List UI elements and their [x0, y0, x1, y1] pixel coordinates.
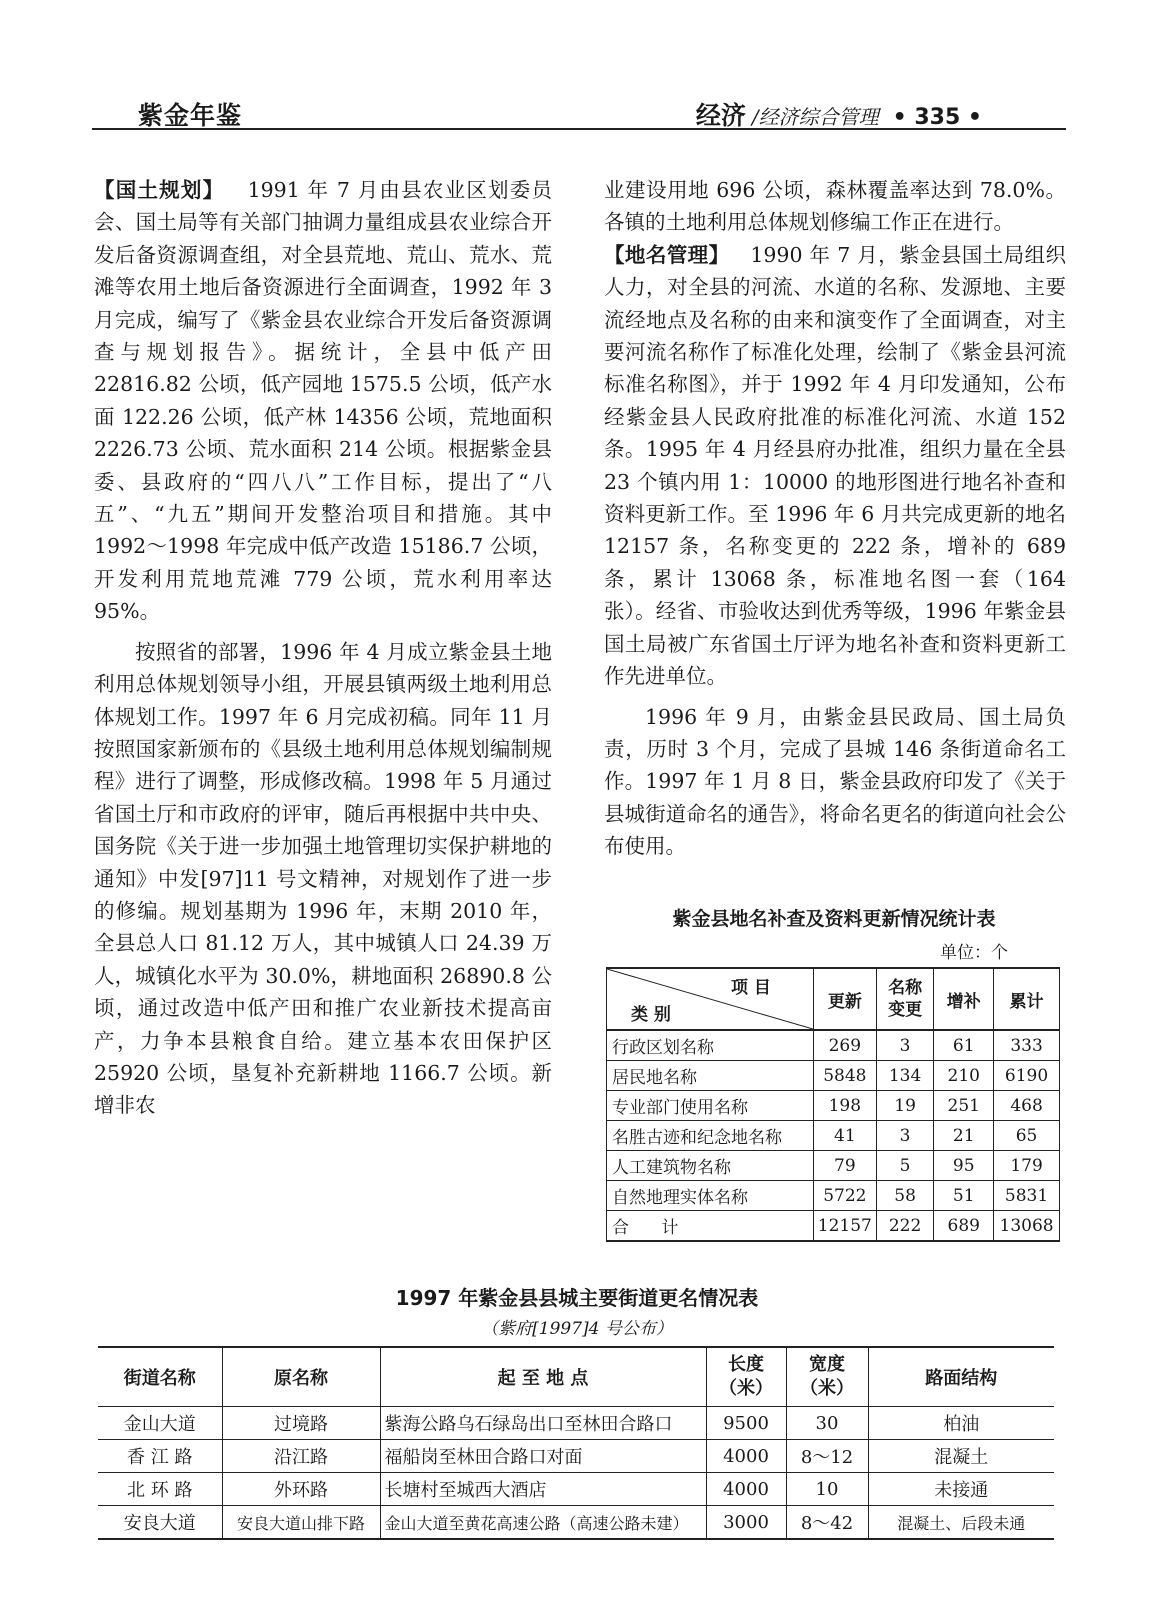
paragraph-place-names — [604, 239, 1066, 693]
running-header — [696, 96, 982, 132]
column-header: 起 至 地 点 — [380, 1347, 706, 1407]
paragraph-continued: 业建设用地 696 公顷，森林覆盖率达到 78.0%。各镇的土地利用总体规划修编工作正在进行。 — [604, 178, 1066, 235]
cell: 5831 — [994, 1181, 1060, 1211]
column-header: 名称变更 — [876, 968, 934, 1030]
row-label: 行政区划名称 — [607, 1030, 814, 1061]
cell: 10 — [786, 1473, 868, 1506]
page-number: • 335 • — [892, 105, 982, 130]
table-row — [607, 1181, 1060, 1211]
cell: 251 — [934, 1091, 994, 1121]
table-header-row — [607, 968, 1060, 1030]
cell: 689 — [934, 1211, 994, 1242]
cell: 混凝土 — [868, 1440, 1054, 1473]
cell: 51 — [934, 1181, 994, 1211]
table-row — [607, 1151, 1060, 1181]
cell: 紫海公路乌石绿岛出口至林田合路口 — [380, 1407, 706, 1440]
section-tag-land-planning: 【国土规划】 — [94, 178, 225, 202]
row-label: 名胜古迹和纪念地名称 — [607, 1121, 814, 1151]
header-rule — [92, 128, 1066, 130]
cell: 13068 — [994, 1211, 1060, 1242]
cell: 30 — [786, 1407, 868, 1440]
street-renaming-table — [98, 1346, 1054, 1540]
cell: 6190 — [994, 1061, 1060, 1091]
cell: 外环路 — [222, 1473, 380, 1506]
cell: 沿江路 — [222, 1440, 380, 1473]
paragraph-land-planning — [94, 174, 552, 628]
cell: 香 江 路 — [98, 1440, 222, 1473]
right-column — [604, 174, 1066, 863]
cell: 468 — [994, 1091, 1060, 1121]
column-header: 路面结构 — [868, 1347, 1054, 1407]
cell: 金山大道 — [98, 1407, 222, 1440]
paragraph-street-naming: 1996 年 9 月，由紫金县民政局、国土局负责，历时 3 个月，完成了县城 146 条街道命名工作。1997 年 1 月 8 日，紫金县政府印发了《关于县城街道命名的通告》，将命名更名的街道向社会公布使用。 — [604, 704, 1066, 859]
row-label: 居民地名称 — [607, 1061, 814, 1091]
table-row — [98, 1506, 1054, 1540]
column-header: 宽度（米） — [786, 1347, 868, 1407]
cell: 79 — [813, 1151, 876, 1181]
table2-title: 1997 年紫金县县城主要街道更名情况表 — [395, 1286, 759, 1310]
cell: 222 — [876, 1211, 934, 1242]
cell: 41 — [813, 1121, 876, 1151]
cell: 179 — [994, 1151, 1060, 1181]
cell: 65 — [994, 1121, 1060, 1151]
diagonal-header-cell — [607, 968, 814, 1030]
cell: 58 — [876, 1181, 934, 1211]
row-label: 自然地理实体名称 — [607, 1181, 814, 1211]
column-header: 累计 — [994, 968, 1060, 1030]
table-header-row — [98, 1347, 1054, 1407]
paragraph-text: 1990 年 7 月，紫金县国土局组织人力，对全县的河流、水道的名称、发源地、主要流经地点及名称的由来和演变作了全面调查，对主要河流名称作了标准化处理，绘制了《紫金县河流标准名称图》，并于 1992 年 4 月印发通知，公布经紫金县人民政府批准的标准化河流、水道 152 条。1995 年 4 月经县府办批准，组织力量在全县 23 个镇内用 1：10000 的地形图进行地名补查和资料更新工作。至 1996 年 6 月共完成更新的地名 12157 条，名称变更的 222 条，增补的 689 条，累计 13068 条，标准地名图一套（164 张）。经省、市验收达到优秀等级，1996 年紫金县国土局被广东省国土厅评为地名补查和资料更新工作先进单位。 — [604, 242, 1067, 689]
cell: 4000 — [706, 1473, 786, 1506]
row-label: 人工建筑物名称 — [607, 1151, 814, 1181]
cell: 198 — [813, 1091, 876, 1121]
column-header: 街道名称 — [98, 1347, 222, 1407]
cell: 8～12 — [786, 1440, 868, 1473]
cell: 269 — [813, 1030, 876, 1061]
cell: 过境路 — [222, 1407, 380, 1440]
cell: 混凝土、后段未通 — [868, 1506, 1054, 1540]
column-header: 原名称 — [222, 1347, 380, 1407]
cell: 95 — [934, 1151, 994, 1181]
cell: 8～42 — [786, 1506, 868, 1540]
cell: 4000 — [706, 1440, 786, 1473]
section-title: 经济 — [695, 101, 746, 130]
header-item: 项 目 — [730, 978, 771, 998]
book-title: 紫金年鉴 — [138, 101, 243, 130]
cell: 未接通 — [868, 1473, 1054, 1506]
table-row — [607, 1121, 1060, 1151]
cell: 柏油 — [868, 1407, 1054, 1440]
paragraph-text: 1991 年 7 月由县农业区划委员会、国土局等有关部门抽调力量组成县农业综合开发后备资源调查组，对全县荒地、荒山、荒水、荒滩等农用土地后备资源进行全面调查，1992 年 3 月完成，编写了《紫金县农业综合开发后备资源调查与规划报告》。据统计，全县中低产田 22816.82 公顷，低产园地 1575.5 公顷，低产水面 122.26 公顷，低产林 14356 公顷，荒地面积 2226.73 公顷、荒水面积 214 公顷。根据紫金县委、县政府的“四八八”工作目标，提出了“八五”、“九五”期间开发整治项目和措施。其中 1992～1998 年完成中低产改造 15186.7 公顷，开发利用荒地荒滩 779 公顷，荒水利用率达 95%。 — [94, 178, 552, 624]
cell: 19 — [876, 1091, 934, 1121]
cell: 21 — [934, 1121, 994, 1151]
column-header: 更新 — [813, 968, 876, 1030]
table-row — [607, 1091, 1060, 1121]
table-row — [98, 1440, 1054, 1473]
cell: 5722 — [813, 1181, 876, 1211]
cell: 61 — [934, 1030, 994, 1061]
table1-unit: 单位：个 — [940, 943, 1008, 963]
cell: 福船岗至林田合路口对面 — [380, 1440, 706, 1473]
place-name-stats-table — [606, 967, 1060, 1242]
table1-title: 紫金县地名补查及资料更新情况统计表 — [672, 908, 996, 930]
table-row — [98, 1407, 1054, 1440]
paragraph-land-use-plan: 按照省的部署，1996 年 4 月成立紫金县土地利用总体规划领导小组，开展县镇两级土地利用总体规划工作。1997 年 6 月完成初稿。同年 11 月按照国家新颁布的《县级土地利用总体规划编制规程》进行了调整，形成修改稿。1998 年 5 月通过省国土厅和市政府的评审，随后再根据中共中央、国务院《关于进一步加强土地管理切实保护耕地的通知》中发[97]11 号文精神，对规划作了进一步的修编。规划基期为 1996 年，末期 2010 年，全县总人口 81.12 万人，其中城镇人口 24.39 万人，城镇化水平为 30.0%，耕地面积 26890.8 公顷，通过改造中低产田和推广农业新技术提高亩产，力争本县粮食自给。建立基本农田保护区 25920 公顷，垦复补充新耕地 1166.7 公顷。新增非农 — [94, 639, 552, 1118]
cell: 长塘村至城西大酒店 — [380, 1473, 706, 1506]
cell: 北 环 路 — [98, 1473, 222, 1506]
cell: 安良大道山排下路 — [222, 1506, 380, 1540]
cell: 金山大道至黄花高速公路（高速公路未建） — [380, 1506, 706, 1540]
row-label: 专业部门使用名称 — [607, 1091, 814, 1121]
table2-subtitle: （紫府[1997]4 号公布） — [481, 1319, 673, 1339]
cell: 5848 — [813, 1061, 876, 1091]
column-header: 长度（米） — [706, 1347, 786, 1407]
row-label: 合 计 — [607, 1211, 814, 1242]
cell: 134 — [876, 1061, 934, 1091]
cell: 安良大道 — [98, 1506, 222, 1540]
cell: 3 — [876, 1121, 934, 1151]
cell: 12157 — [813, 1211, 876, 1242]
cell: 210 — [934, 1061, 994, 1091]
table-row — [607, 1061, 1060, 1091]
section-tag-place-names: 【地名管理】 — [604, 242, 730, 267]
cell: 3000 — [706, 1506, 786, 1540]
left-column — [94, 174, 552, 1122]
cell: 333 — [994, 1030, 1060, 1061]
subsection-title: /经济综合管理 — [751, 105, 879, 129]
cell: 3 — [876, 1030, 934, 1061]
header-category: 类 别 — [631, 1005, 671, 1025]
column-header: 增补 — [934, 968, 994, 1030]
cell: 9500 — [706, 1407, 786, 1440]
table-row — [607, 1030, 1060, 1061]
table-row — [98, 1473, 1054, 1506]
table-total-row — [607, 1211, 1060, 1242]
cell: 5 — [876, 1151, 934, 1181]
